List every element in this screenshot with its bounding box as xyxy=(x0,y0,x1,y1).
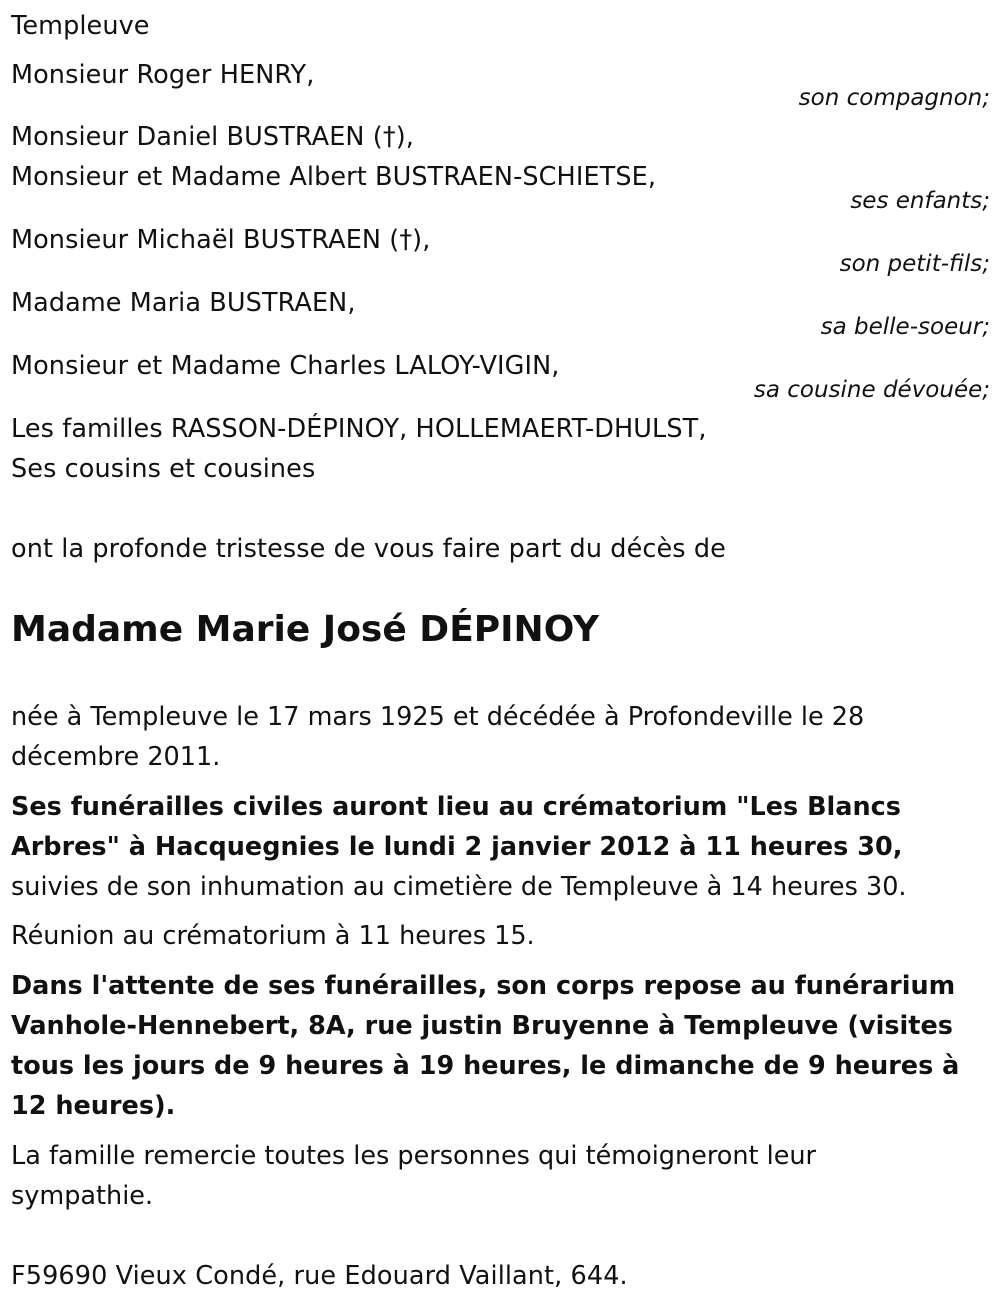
funeral-rest-text: suivies de son inhumation au cimetière de Templeuve à 14 heures 30. xyxy=(11,872,907,902)
family-role: sa cousine dévouée; xyxy=(753,377,990,403)
family-name: Monsieur Daniel BUSTRAEN (†), xyxy=(11,122,414,152)
family-role: ses enfants; xyxy=(850,188,990,214)
address-text: F59690 Vieux Condé, rue Edouard Vaillant, 644. xyxy=(11,1261,628,1291)
family-name: Monsieur et Madame Albert BUSTRAEN-SCHIETSE, xyxy=(11,162,657,192)
family-role: son compagnon; xyxy=(798,85,990,111)
family-name: Monsieur et Madame Charles LALOY-VIGIN, xyxy=(11,351,560,381)
location-header: Templeuve xyxy=(11,11,150,41)
family-name: Monsieur Michaël BUSTRAEN (†), xyxy=(11,225,431,255)
viewing-bold-text: Dans l'attente de ses funérailles, son corps repose au funérarium Vanhole-Hennebert, 8A, rue justin Bruyenne à Templeuve (visites tous les jours de 9 heures à 19 heures, le dimanche de 9 heures à 12 heures). xyxy=(11,971,960,1121)
thanks-text: La famille remercie toutes les personnes qui témoigneront leur sympathie. xyxy=(11,1141,817,1211)
family-role: son petit-fils; xyxy=(839,251,990,277)
family-name: Les familles RASSON-DÉPINOY, HOLLEMAERT-DHULST, xyxy=(11,414,707,444)
viewing-text xyxy=(11,966,996,1126)
family-name: Madame Maria BUSTRAEN, xyxy=(11,288,356,318)
birth-death-text: née à Templeuve le 17 mars 1925 et décédée à Profondeville le 28 décembre 2011. xyxy=(11,702,865,772)
family-name: Monsieur Roger HENRY, xyxy=(11,60,315,90)
family-role: sa belle-soeur; xyxy=(820,314,990,340)
funeral-bold-text: Ses funérailles civiles auront lieu au crématorium "Les Blancs Arbres" à Hacquegnies le lundi 2 janvier 2012 à 11 heures 30, xyxy=(11,792,903,862)
funeral-text xyxy=(11,787,991,907)
gathering-text: Réunion au crématorium à 11 heures 15. xyxy=(11,921,535,951)
deceased-name: Madame Marie José DÉPINOY xyxy=(11,609,600,650)
announcement-text: ont la profonde tristesse de vous faire part du décès de xyxy=(11,534,726,564)
family-name: Ses cousins et cousines xyxy=(11,454,316,484)
